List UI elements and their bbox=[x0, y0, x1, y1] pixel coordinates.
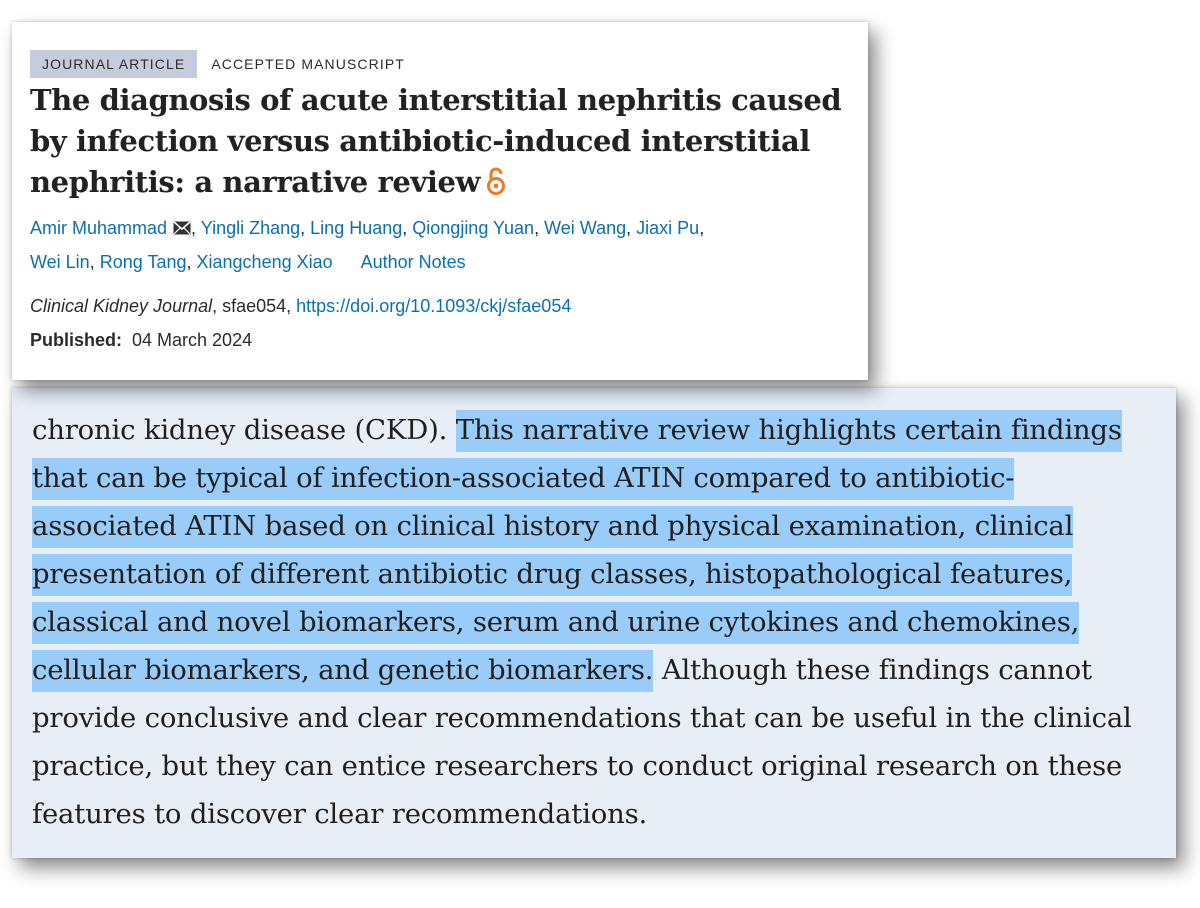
abstract-text-plain: chronic kidney disease (CKD). bbox=[32, 414, 456, 446]
author-link[interactable]: Rong Tang bbox=[99, 252, 187, 272]
envelope-icon[interactable] bbox=[173, 213, 191, 246]
abstract-line bbox=[32, 598, 1172, 646]
author-link[interactable]: Jiaxi Pu bbox=[636, 218, 700, 238]
article-badges bbox=[30, 50, 405, 78]
author-separator: , bbox=[300, 218, 306, 238]
highlighted-text: This narrative review highlights certain findings bbox=[456, 410, 1122, 452]
author-link[interactable]: Xiangcheng Xiao bbox=[196, 252, 333, 272]
author-separator: , bbox=[534, 218, 540, 238]
abstract-line: provide conclusive and clear recommendations that can be useful in the clinical bbox=[32, 702, 1132, 734]
author-separator: , bbox=[402, 218, 408, 238]
author-separator: , bbox=[699, 218, 705, 238]
doi-link[interactable]: https://doi.org/10.1093/ckj/sfae054 bbox=[296, 296, 572, 316]
author-link[interactable]: Wei Lin bbox=[30, 252, 90, 272]
abstract-line bbox=[32, 502, 1172, 550]
title-line-text: nephritis: a narrative review bbox=[30, 165, 481, 199]
highlighted-text: cellular biomarkers, and genetic biomarkers. bbox=[32, 650, 653, 692]
abstract-line bbox=[32, 550, 1172, 598]
highlighted-text: classical and novel biomarkers, serum and urine cytokines and chemokines, bbox=[32, 602, 1079, 644]
abstract-line: features to discover clear recommendations. bbox=[32, 798, 648, 830]
abstract-line bbox=[32, 406, 1172, 454]
citation bbox=[30, 296, 571, 317]
article-header-card bbox=[12, 22, 868, 380]
author-link[interactable]: Yingli Zhang bbox=[200, 218, 301, 238]
author-separator: , bbox=[186, 252, 192, 272]
article-type-badge: JOURNAL ARTICLE bbox=[30, 50, 197, 78]
author-separator: , bbox=[191, 218, 197, 238]
highlighted-text: presentation of different antibiotic drug classes, histopathological features, bbox=[32, 554, 1072, 596]
author-list bbox=[30, 212, 850, 279]
title-line: The diagnosis of acute interstitial nephritis caused bbox=[30, 83, 842, 117]
author-line bbox=[30, 212, 850, 246]
author-separator: , bbox=[89, 252, 95, 272]
author-link[interactable]: Ling Huang bbox=[310, 218, 403, 238]
title-line bbox=[30, 162, 860, 207]
highlighted-text: associated ATIN based on clinical history and physical examination, clinical bbox=[32, 506, 1073, 548]
manuscript-status-badge: ACCEPTED MANUSCRIPT bbox=[211, 56, 405, 72]
article-id: , sfae054, bbox=[212, 296, 297, 316]
abstract-excerpt-card bbox=[12, 388, 1176, 858]
author-link[interactable]: Qiongjing Yuan bbox=[412, 218, 535, 238]
abstract-line bbox=[32, 454, 1172, 502]
author-link[interactable]: Amir Muhammad bbox=[30, 218, 168, 238]
abstract-text-plain: Although these findings cannot bbox=[653, 654, 1092, 686]
abstract-text bbox=[32, 406, 1172, 838]
published-date bbox=[30, 330, 252, 351]
article-title bbox=[30, 80, 860, 207]
author-line bbox=[30, 246, 850, 279]
author-link[interactable]: Wei Wang bbox=[544, 218, 627, 238]
highlighted-text: that can be typical of infection-associated ATIN compared to antibiotic- bbox=[32, 458, 1014, 500]
published-label: Published: bbox=[30, 330, 123, 350]
author-separator: , bbox=[626, 218, 632, 238]
title-line: by infection versus antibiotic-induced interstitial bbox=[30, 124, 811, 158]
published-date-value: 04 March 2024 bbox=[132, 330, 253, 350]
abstract-line: practice, but they can entice researchers to conduct original research on these bbox=[32, 750, 1123, 782]
journal-name: Clinical Kidney Journal bbox=[30, 296, 213, 316]
author-notes-link[interactable]: Author Notes bbox=[360, 252, 466, 272]
abstract-line bbox=[32, 646, 1172, 694]
open-access-lock-icon[interactable] bbox=[486, 166, 506, 207]
